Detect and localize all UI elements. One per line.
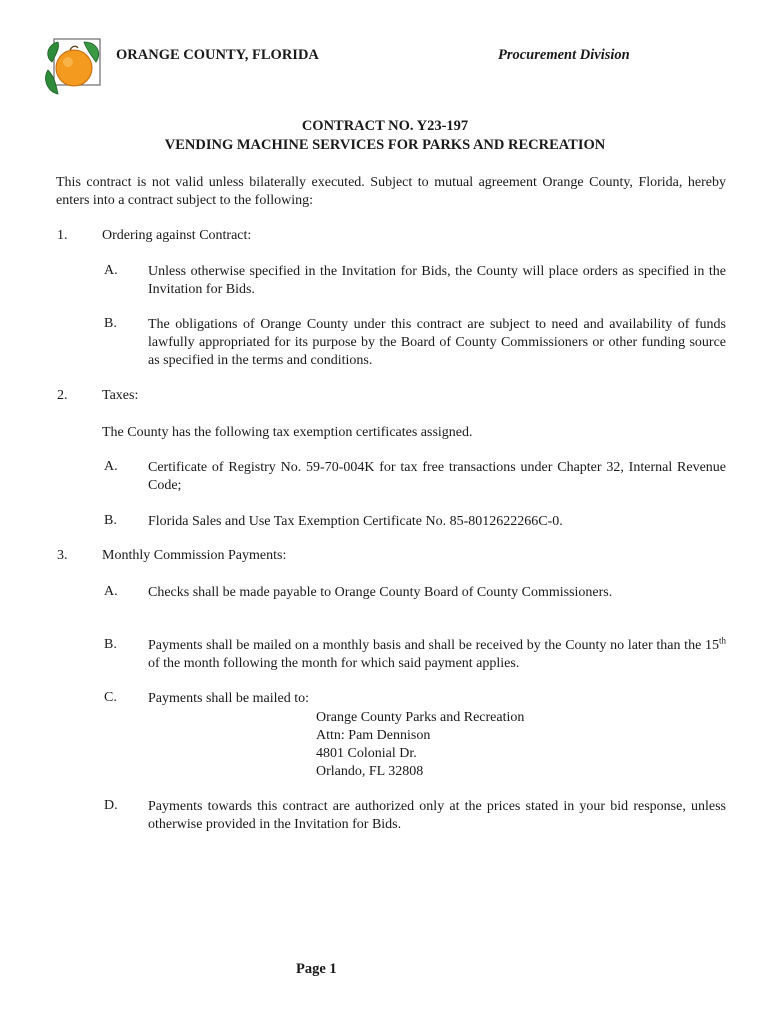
address-line-2: Attn: Pam Dennison (316, 728, 431, 743)
section-2-item-b-text: Florida Sales and Use Tax Exemption Certificate No. 85-8012622266C-0. (148, 514, 563, 529)
section-3-item-c-letter: C. (104, 690, 117, 705)
section-1-heading: Ordering against Contract: (102, 228, 252, 243)
section-3-heading: Monthly Commission Payments: (102, 548, 287, 563)
section-3-number: 3. (57, 548, 68, 563)
page-number: Page 1 (296, 961, 337, 977)
section-1-item-a-letter: A. (104, 263, 118, 278)
section-3-item-a-text: Checks shall be made payable to Orange County Board of County Commissioners. (148, 585, 613, 600)
county-logo (40, 36, 104, 98)
mailing-address (316, 709, 524, 781)
section-3-item-c-text: Payments shall be mailed to: (148, 691, 309, 706)
contract-number: CONTRACT NO. Y23-197 (301, 118, 469, 134)
intro-paragraph: This contract is not valid unless bilaterally executed. Subject to mutual agreement Orange County, Florida, hereby enters into a contract subject to the following: (56, 175, 726, 208)
ordinal-suffix: th (718, 635, 726, 646)
address-line-4: Orlando, FL 32808 (316, 764, 424, 779)
header-division: Procurement Division (498, 47, 630, 63)
section-2-item-b-letter: B. (104, 513, 117, 528)
header-org: ORANGE COUNTY, FLORIDA (116, 47, 319, 63)
section-2-item-a-letter: A. (104, 459, 118, 474)
section-3-item-b-text (148, 637, 726, 673)
section-1-item-a-text: Unless otherwise specified in the Invitation for Bids, the County will place orders as specified in the Invitation for Bids. (148, 264, 726, 297)
address-line-1: Orange County Parks and Recreation (316, 710, 525, 725)
section-1-item-b-letter: B. (104, 316, 117, 331)
payment-deadline-text-cont: of the month following the month for which said payment applies. (148, 656, 520, 671)
contract-title: VENDING MACHINE SERVICES FOR PARKS AND RECREATION (164, 137, 606, 153)
section-2-intro: The County has the following tax exemption certificates assigned. (102, 425, 473, 440)
section-2-number: 2. (57, 388, 68, 403)
section-3-item-d-text: Payments towards this contract are authorized only at the prices stated in your bid response, unless otherwise provided in the Invitation for Bids. (148, 799, 726, 832)
section-3-item-a-letter: A. (104, 584, 118, 599)
section-3-item-b-letter: B. (104, 637, 117, 652)
section-2-heading: Taxes: (102, 388, 139, 403)
section-2-item-a-text: Certificate of Registry No. 59-70-004K for tax free transactions under Chapter 32, Internal Revenue Code; (148, 460, 726, 493)
section-1-item-b-text: The obligations of Orange County under this contract are subject to need and availability of funds lawfully appropriated for its purpose by the Board of County Commissioners or other funding source as specified in the terms and conditions. (148, 317, 726, 368)
payment-deadline-text: Payments shall be mailed on a monthly basis and shall be received by the County no later than the 15 (148, 638, 719, 653)
section-3-item-d-letter: D. (104, 798, 118, 813)
address-line-3: 4801 Colonial Dr. (316, 746, 417, 761)
section-1-number: 1. (57, 228, 68, 243)
